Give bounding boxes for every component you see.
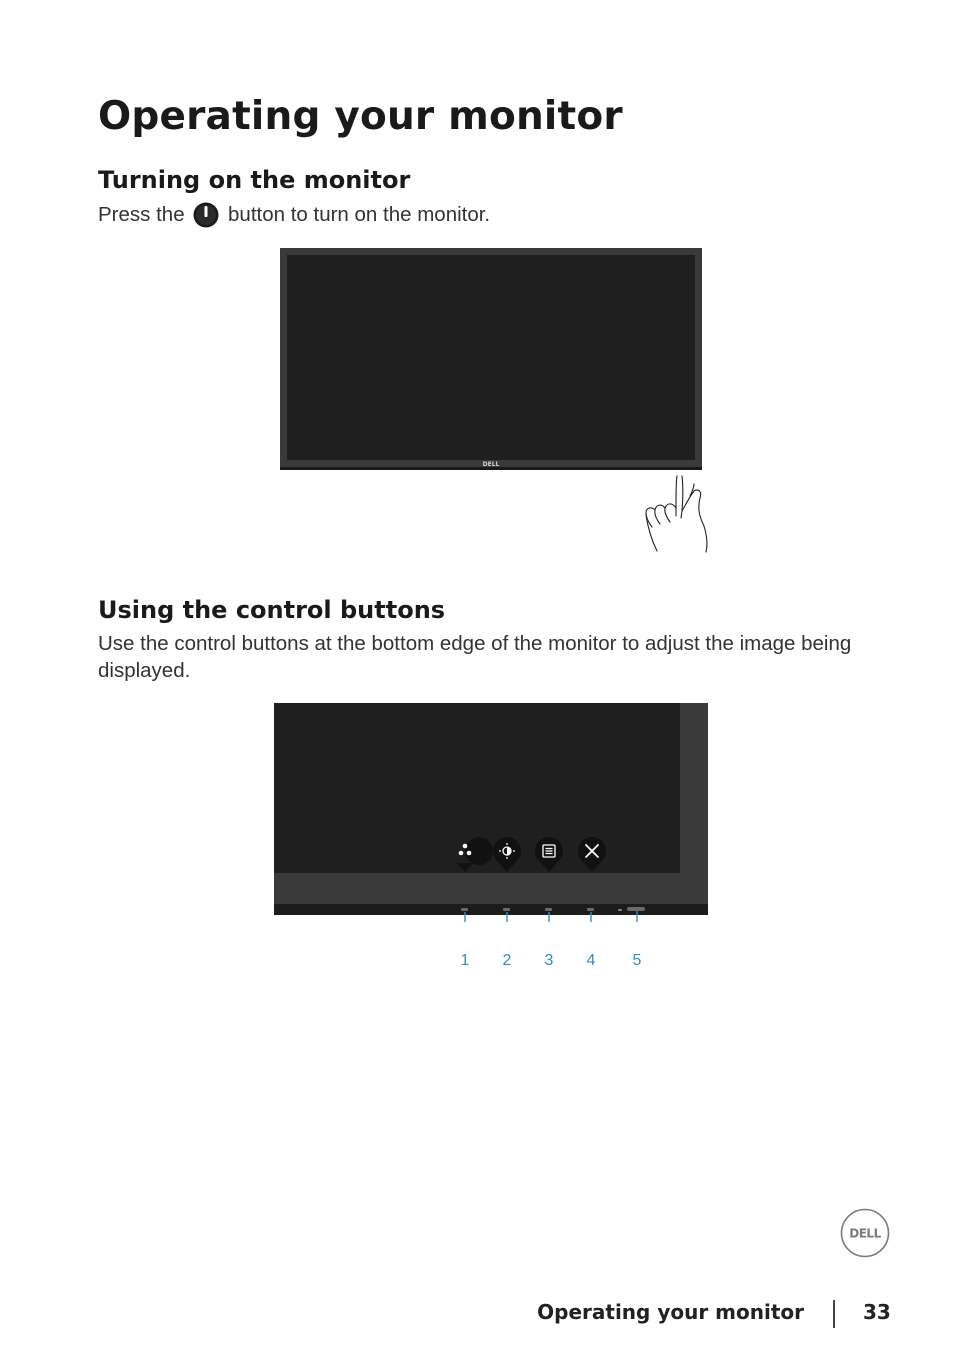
callout-2: 2	[502, 952, 512, 969]
monitor-screen	[287, 255, 695, 460]
footer-section-title: Operating your monitor	[537, 1300, 804, 1324]
instruction-text-before: Press the	[98, 203, 185, 226]
power-icon	[193, 202, 219, 228]
callout-3: 3	[544, 952, 554, 969]
dell-logo	[839, 1207, 891, 1259]
section-heading-turning-on: Turning on the monitor	[98, 166, 411, 194]
callout-1: 1	[460, 952, 470, 969]
callout-4: 4	[586, 952, 596, 969]
page-number: 33	[863, 1300, 891, 1324]
hand-pointer-icon	[646, 476, 707, 552]
dell-logo-text: DELL	[849, 1226, 881, 1241]
monitor-logo: DELL	[482, 461, 500, 468]
instruction-text-after: button to turn on the monitor.	[228, 203, 491, 226]
section-heading-control-buttons: Using the control buttons	[98, 596, 446, 624]
turn-on-instruction	[98, 201, 490, 228]
control-buttons-description: Use the control buttons at the bottom edge of the monitor to adjust the image being displayed.	[98, 632, 852, 682]
monitor-front-illustration	[278, 246, 718, 558]
page-title: Operating your monitor	[98, 94, 623, 139]
footer-separator	[833, 1300, 835, 1328]
monitor-control-buttons-illustration	[272, 700, 712, 922]
callout-5: 5	[632, 952, 642, 969]
